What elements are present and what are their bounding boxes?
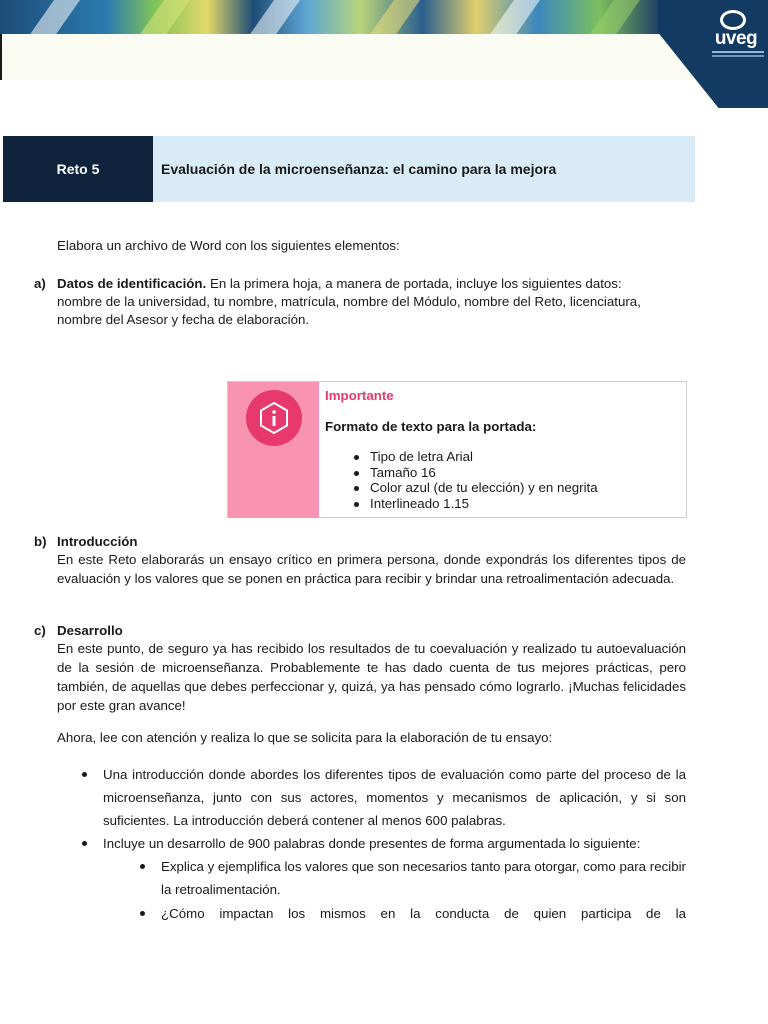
importante-subtitle: Formato de texto para la portada: — [325, 419, 537, 434]
sub-bullet-impacto: ¿Cómo impactan los mismos en la conducta de quien participa de la — [161, 906, 686, 921]
importante-item: Tamaño 16 — [353, 465, 598, 481]
uveg-logo-text: uveg — [714, 28, 758, 49]
importante-item: Color azul (de tu elección) y en negrita — [353, 480, 598, 496]
page-title: Evaluación de la microenseñanza: el camino para la mejora — [161, 161, 557, 177]
section-c-letter: c) — [34, 623, 46, 638]
info-icon — [258, 401, 290, 435]
section-a-line1 — [57, 274, 682, 293]
section-b-heading: Introducción — [57, 534, 138, 549]
section-a-text-1: En la primera hoja, a manera de portada, incluye los siguientes datos: — [206, 276, 622, 291]
importante-list — [353, 449, 598, 511]
sub-bullet-valores: Explica y ejemplifica los valores que son necesarios tanto para otorgar, como para recibir la retroalimentación. — [161, 859, 686, 897]
importante-item: Tipo de letra Arial — [353, 449, 598, 465]
sub-bullet-dot — [140, 864, 145, 869]
uveg-logo-icon — [720, 10, 746, 30]
importante-label: Importante — [325, 388, 394, 403]
header-banner — [0, 0, 768, 34]
intro-text: Elabora un archivo de Word con los siguientes elementos: — [57, 238, 400, 253]
section-a-line3: nombre del Asesor y fecha de elaboración. — [57, 312, 310, 327]
importante-item: Interlineado 1.15 — [353, 496, 598, 512]
section-b-letter: b) — [34, 534, 47, 549]
section-b-body: En este Reto elaborarás un ensayo crítico en primera persona, donde expondrás los diferentes tipos de evaluación y los valores que se ponen en práctica para recibir y brindar una retroalimentación adecuada. — [57, 552, 686, 586]
section-c-heading: Desarrollo — [57, 623, 123, 638]
section-a-letter: a) — [34, 276, 46, 291]
bullet-dot — [82, 841, 87, 846]
reto-label: Reto 5 — [3, 136, 153, 202]
header-area — [2, 34, 740, 80]
sub-bullet-dot — [140, 911, 145, 916]
section-a-line2: nombre de la universidad, tu nombre, matrícula, nombre del Módulo, nombre del Reto, licenciatura, — [57, 294, 641, 309]
uveg-logo-tagline-lines — [712, 51, 764, 53]
section-c-body: En este punto, de seguro ya has recibido los resultados de tu coevaluación y realizado tu autoevaluación de la sesión de microenseñanza. Probablemente te has dado cuenta de tus mejores prácticas, pero también, de aquellas que debes perfeccionar y, quizá, ya has pensado cómo lograrlo. ¡Muchas felicidades por este gran avance! — [57, 641, 686, 713]
section-a-heading: Datos de identificación. — [57, 276, 207, 291]
bullet-dot — [82, 772, 87, 777]
section-c-followup: Ahora, lee con atención y realiza lo que se solicita para la elaboración de tu ensayo: — [57, 730, 553, 745]
bullet-introduccion: Una introducción donde abordes los diferentes tipos de evaluación como parte del proceso de la microenseñanza, junto con sus actores, momentos y mecanismos de aplicación, y si son suficientes. La introducción deberá contener al menos 600 palabras. — [103, 767, 686, 828]
bullet-desarrollo: Incluye un desarrollo de 900 palabras donde presentes de forma argumentada lo siguiente: — [103, 836, 641, 851]
